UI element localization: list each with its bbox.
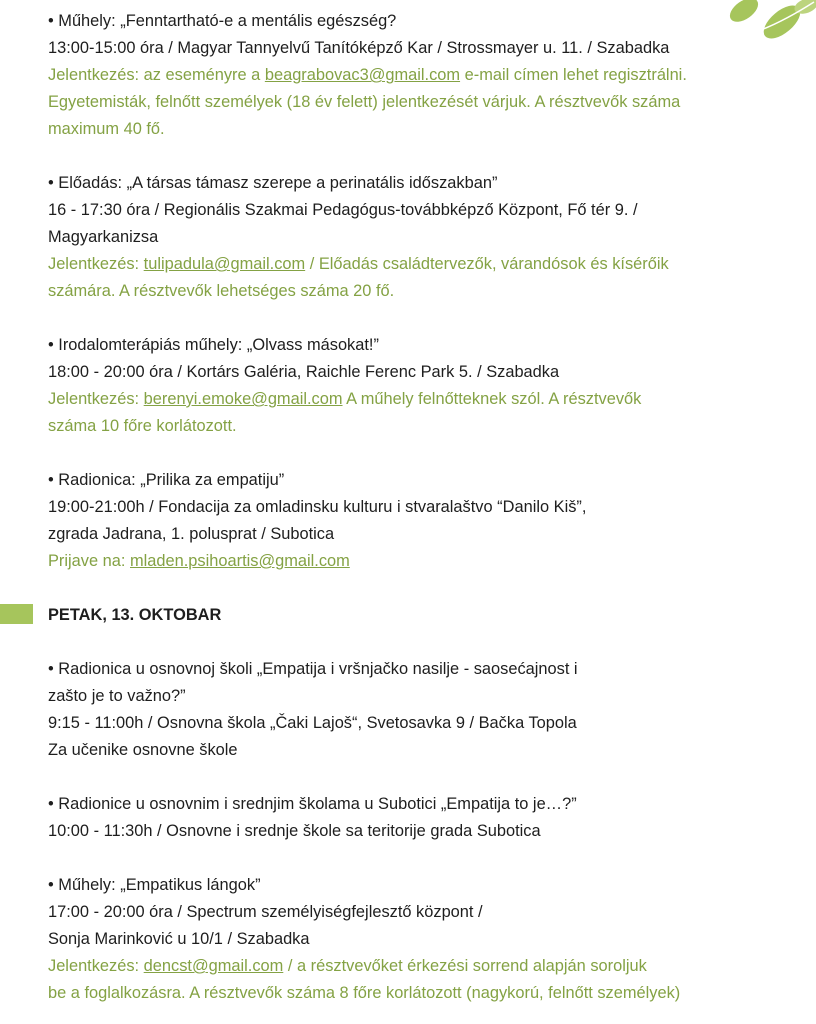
registration-line <box>48 548 808 575</box>
event-details: zgrada Jadrana, 1. polusprat / Subotica <box>48 525 335 543</box>
registration-note: be a foglalkozásra. A résztvevők száma 8 főre korlátozott (nagykorú, felnőtt személyek) <box>48 984 681 1002</box>
registration-line <box>48 386 808 413</box>
event-details: 18:00 - 20:00 óra / Kortárs Galéria, Raichle Ferenc Park 5. / Szabadka <box>48 363 560 381</box>
event-title: zašto je to važno?” <box>48 687 186 705</box>
registration-note: száma 10 főre korlátozott. <box>48 417 237 435</box>
event-details: 19:00-21:00h / Fondacija za omladinsku kulturu i stvaralaštvo “Danilo Kiš”, <box>48 498 587 516</box>
registration-line <box>48 62 808 89</box>
event-details: 10:00 - 11:30h / Osnovne i srednje škole sa teritorije grada Subotica <box>48 822 541 840</box>
email-link[interactable]: dencst@gmail.com <box>143 957 284 975</box>
registration-label: Jelentkezés: <box>48 255 144 273</box>
event-title: • Radionica: „Prilika za empatiju” <box>48 471 285 489</box>
event-2 <box>48 170 808 305</box>
event-details: 17:00 - 20:00 óra / Spectrum személyiségfejlesztő központ / <box>48 903 483 921</box>
event-title: • Radionica u osnovnoj školi „Empatija i vršnjačko nasilje - saosećajnost i <box>48 660 578 678</box>
registration-note: Egyetemisták, felnőtt személyek (18 év felett) jelentkezését várjuk. A résztvevők száma <box>48 93 681 111</box>
registration-label: Jelentkezés: <box>48 957 144 975</box>
day-heading: PETAK, 13. OKTOBAR <box>48 606 222 624</box>
registration-note: maximum 40 fő. <box>48 120 165 138</box>
registration-text: A műhely felnőtteknek szól. A résztvevők <box>342 390 642 408</box>
event-details: Sonja Marinković u 10/1 / Szabadka <box>48 930 310 948</box>
registration-text: / Előadás családtervezők, várandósok és kísérőik <box>305 255 669 273</box>
event-details: 9:15 - 11:00h / Osnovna škola „Čaki Lajoš“, Svetosavka 9 / Bačka Topola <box>48 714 577 732</box>
email-link[interactable]: tulipadula@gmail.com <box>143 255 306 273</box>
email-link[interactable]: beagrabovac3@gmail.com <box>264 66 461 84</box>
event-title: • Műhely: „Empatikus lángok” <box>48 876 261 894</box>
registration-line <box>48 953 808 980</box>
event-6 <box>48 791 808 845</box>
event-title: • Műhely: „Fenntartható-e a mentális egészség? <box>48 12 397 30</box>
registration-label: Jelentkezés: <box>48 390 144 408</box>
event-note: Za učenike osnovne škole <box>48 741 238 759</box>
event-title: • Irodalomterápiás műhely: „Olvass másokat!” <box>48 336 379 354</box>
registration-label: Prijave na: <box>48 552 130 570</box>
event-5 <box>48 656 808 764</box>
event-7 <box>48 872 808 1007</box>
event-title: • Előadás: „A társas támasz szerepe a perinatális időszakban” <box>48 174 498 192</box>
event-details: 13:00-15:00 óra / Magyar Tannyelvű Tanítóképző Kar / Strossmayer u. 11. / Szabadka <box>48 39 670 57</box>
registration-text: / a résztvevőket érkezési sorrend alapján soroljuk <box>283 957 647 975</box>
event-3 <box>48 332 808 440</box>
email-link[interactable]: mladen.psihoartis@gmail.com <box>130 552 350 570</box>
event-details: 16 - 17:30 óra / Regionális Szakmai Pedagógus-továbbképző Központ, Fő tér 9. / <box>48 201 638 219</box>
section-marker <box>0 604 33 624</box>
email-link[interactable]: berenyi.emoke@gmail.com <box>143 390 343 408</box>
event-4 <box>48 467 808 575</box>
event-1 <box>48 8 808 143</box>
registration-line <box>48 251 808 278</box>
event-title: • Radionice u osnovnim i srednjim školama u Subotici „Empatija to je…?” <box>48 795 577 813</box>
registration-text: e-mail címen lehet regisztrálni. <box>460 66 687 84</box>
event-details: Magyarkanizsa <box>48 228 159 246</box>
program-list <box>48 8 808 1007</box>
registration-note: számára. A résztvevők lehetséges száma 20 fő. <box>48 282 395 300</box>
registration-label: Jelentkezés: az eseményre a <box>48 66 265 84</box>
